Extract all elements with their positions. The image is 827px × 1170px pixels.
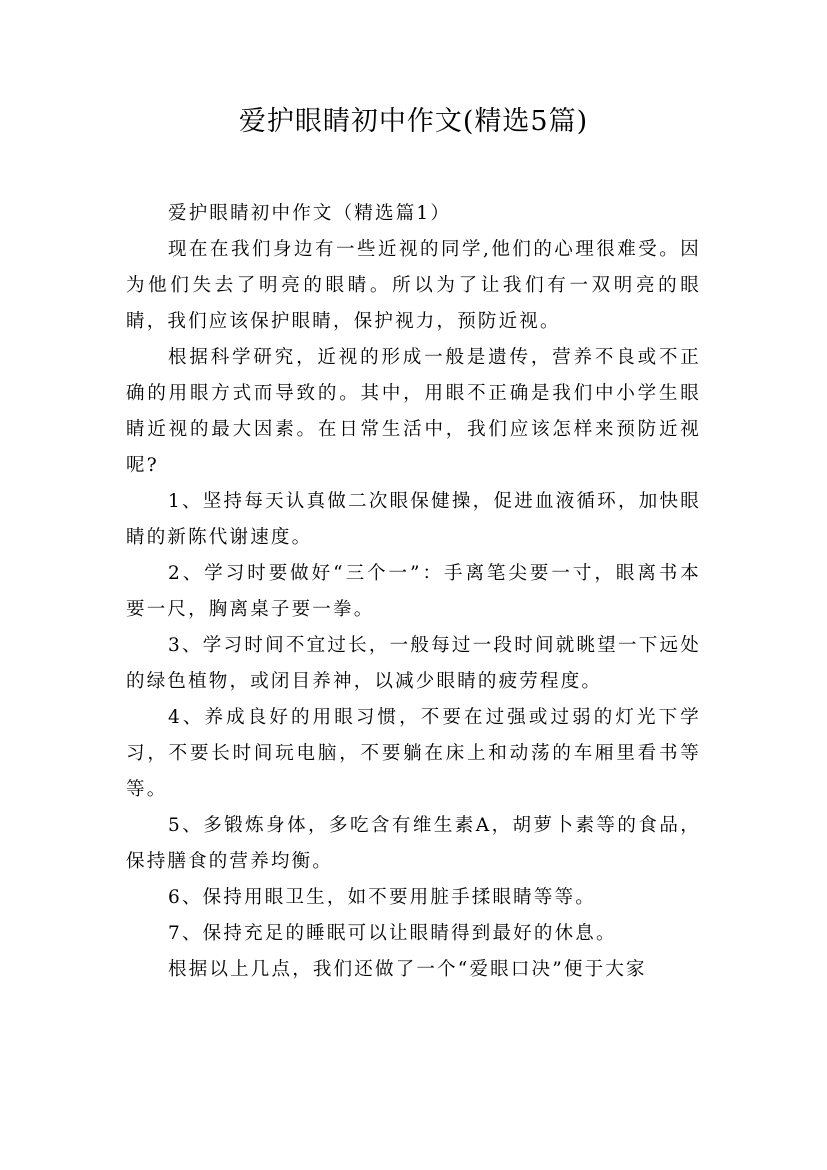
tip-item-2: 2、学习时要做好“三个一”：手离笔尖要一寸，眼离书本要一尺，胸离桌子要一拳。: [126, 563, 701, 620]
document-body: [126, 196, 701, 988]
tip-item-6: 6、保持用眼卫生，如不要用脏手揉眼睛等等。: [168, 887, 596, 908]
tip-item-4: 4、养成良好的用眼习惯，不要在过强或过弱的灯光下学习，不要长时间玩电脑，不要躺在床上和动荡的车厢里看书等等。: [126, 707, 701, 800]
tip-item-3: 3、学习时间不宜过长，一般每过一段时间就眺望一下远处的绿色植物，或闭目养神，以减少眼睛的疲劳程度。: [126, 635, 701, 692]
paragraph-intro: 现在在我们身边有一些近视的同学,他们的心理很难受。因为他们失去了明亮的眼睛。所以为了让我们有一双明亮的眼睛，我们应该保护眼睛，保护视力，预防近视。: [126, 239, 701, 332]
section-heading: 爱护眼睛初中作文（精选篇1）: [168, 203, 452, 224]
paragraph-causes: 根据科学研究，近视的形成一般是遗传，营养不良或不正确的用眼方式而导致的。其中，用眼不正确是我们中小学生眼睛近视的最大因素。在日常生活中，我们应该怎样来预防近视呢?: [126, 347, 701, 476]
paragraph-closing: 根据以上几点，我们还做了一个“爱眼口决”便于大家: [168, 959, 647, 980]
tip-item-1: 1、坚持每天认真做二次眼保健操，促进血液循环，加快眼睛的新陈代谢速度。: [126, 491, 701, 548]
document-title: 爱护眼睛初中作文(精选5篇): [238, 106, 589, 137]
tip-item-5: 5、多锻炼身体，多吃含有维生素A，胡萝卜素等的食品，保持膳食的营养均衡。: [126, 815, 701, 872]
tip-item-7: 7、保持充足的睡眠可以让眼睛得到最好的休息。: [168, 923, 617, 944]
